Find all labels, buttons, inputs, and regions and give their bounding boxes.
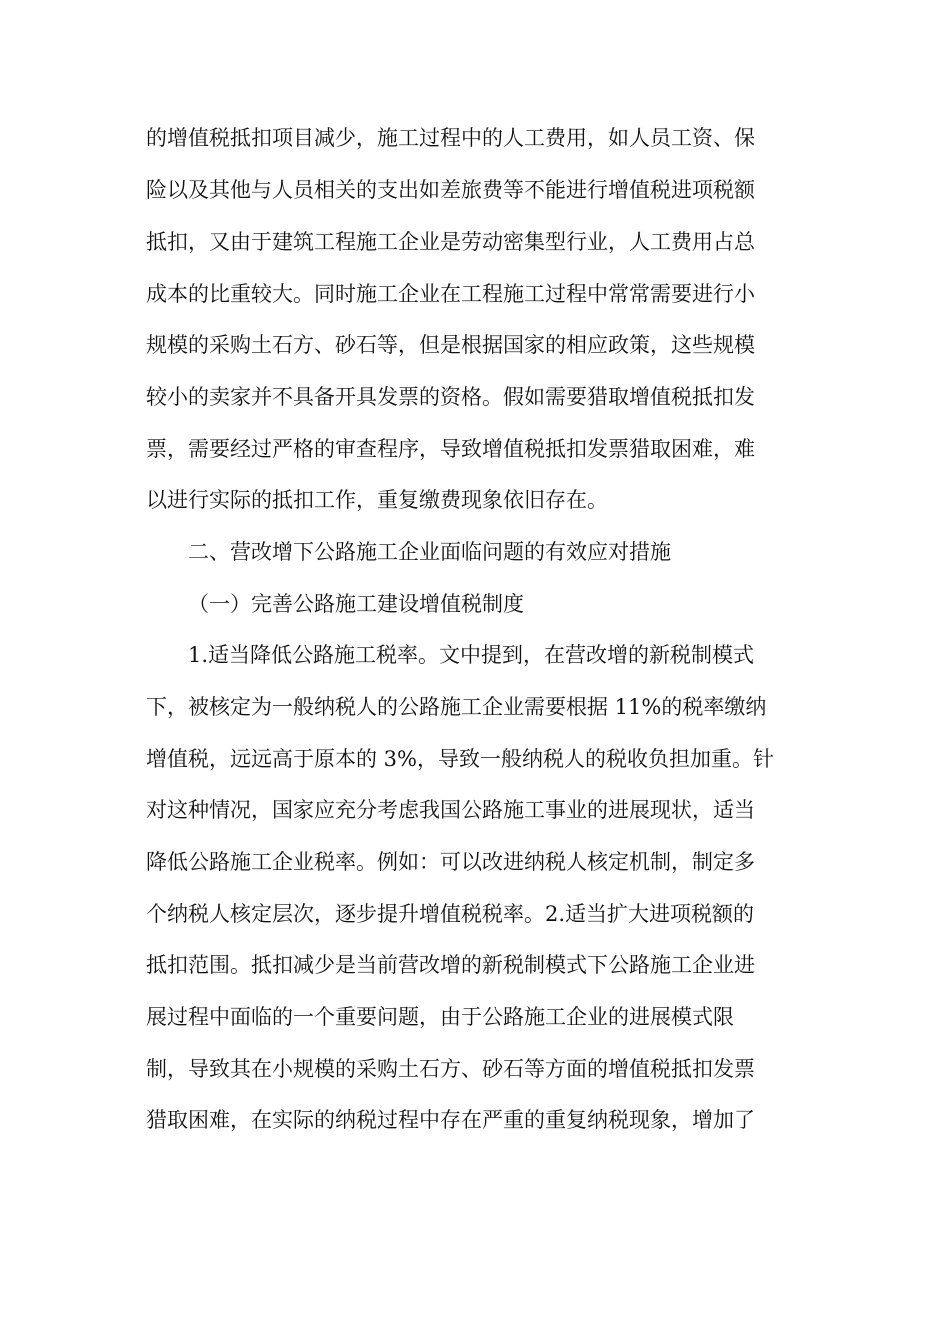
body-text-line: 猎取困难，在实际的纳税过程中存在严重的重复纳税现象，增加了 <box>146 1108 755 1132</box>
body-text-line: 展过程中面临的一个重要问题，由于公路施工企业的进展模式限 <box>146 1005 734 1029</box>
body-text-line: 以进行实际的抵扣工作，重复缴费现象依旧存在。 <box>146 488 608 512</box>
body-text-line: 较小的卖家并不具备开具发票的资格。假如需要猎取增值税抵扣发 <box>146 385 755 409</box>
body-text-line: 的增值税抵扣项目减少，施工过程中的人工费用，如人员工资、保 <box>146 126 755 150</box>
body-text-line: 抵扣，又由于建筑工程施工企业是劳动密集型行业，人工费用占总 <box>146 230 755 254</box>
body-text-line: 下，被核定为一般纳税人的公路施工企业需要根据 11%的税率缴纳 <box>146 695 767 719</box>
body-text-line: 增值税，远远高于原本的 3%，导致一般纳税人的税收负担加重。针 <box>146 747 774 771</box>
body-text-line: 1.适当降低公路施工税率。文中提到，在营改增的新税制模式 <box>188 643 755 667</box>
body-text-line: 票，需要经过严格的审查程序，导致增值税抵扣发票猎取困难，难 <box>146 437 755 461</box>
subsection-heading: （一）完善公路施工建设增值税制度 <box>188 592 524 616</box>
body-text-line: 降低公路施工企业税率。例如：可以改进纳税人核定机制，制定多 <box>146 850 755 874</box>
body-text-line: 抵扣范围。抵扣减少是当前营改增的新税制模式下公路施工企业进 <box>146 953 755 977</box>
body-text-line: 制，导致其在小规模的采购土石方、砂石等方面的增值税抵扣发票 <box>146 1057 755 1081</box>
body-text-line: 对这种情况，国家应充分考虑我国公路施工事业的进展现状，适当 <box>146 798 755 822</box>
body-text-line: 规模的采购土石方、砂石等，但是根据国家的相应政策，这些规模 <box>146 333 755 357</box>
body-text-line: 个纳税人核定层次，逐步提升增值税税率。2.适当扩大进项税额的 <box>146 902 755 926</box>
body-text-line: 险以及其他与人员相关的支出如差旅费等不能进行增值税进项税额 <box>146 178 755 202</box>
body-text-line: 成本的比重较大。同时施工企业在工程施工过程中常常需要进行小 <box>146 282 755 306</box>
section-heading: 二、营改增下公路施工企业面临问题的有效应对措施 <box>188 540 671 564</box>
